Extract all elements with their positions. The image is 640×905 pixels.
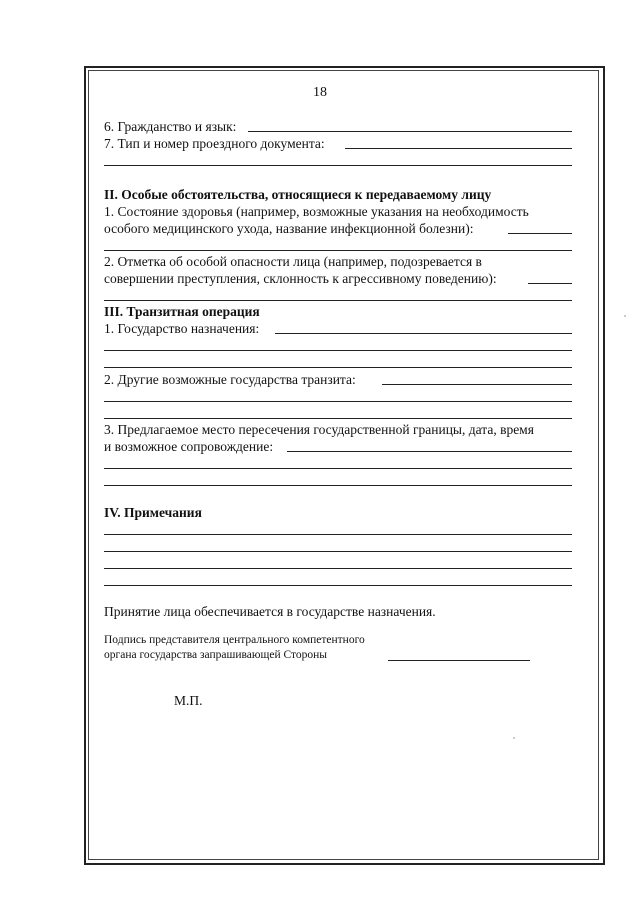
transit-field-extra-1[interactable] <box>104 401 572 402</box>
section-3-title: III. Транзитная операция <box>104 304 260 319</box>
citizenship-field[interactable] <box>248 131 572 132</box>
page-number: 18 <box>313 85 327 100</box>
health-label-line1: 1. Состояние здоровья (например, возможные указания на необходимость <box>104 204 529 219</box>
destination-label: 1. Государство назначения: <box>104 321 260 336</box>
crossing-field-extra-1[interactable] <box>104 468 572 469</box>
notes-line-2[interactable] <box>104 551 572 552</box>
transit-field-extra-2[interactable] <box>104 418 572 419</box>
signature-label-line1: Подпись представителя центрального компетентного <box>104 634 365 646</box>
travel-doc-field-extra[interactable] <box>104 165 572 166</box>
danger-field[interactable] <box>528 283 572 284</box>
signature-field[interactable] <box>388 660 530 661</box>
crossing-label-line1: 3. Предлагаемое место пересечения государственной границы, дата, время <box>104 422 534 437</box>
health-label-line2: особого медицинского ухода, название инфекционной болезни): <box>104 221 474 236</box>
destination-field[interactable] <box>275 333 572 334</box>
signature-label-line2: органа государства запрашивающей Стороны <box>104 649 327 661</box>
danger-label-line1: 2. Отметка об особой опасности лица (например, подозревается в <box>104 254 482 269</box>
section-4-title: IV. Примечания <box>104 505 202 520</box>
citizenship-label: 6. Гражданство и язык: <box>104 119 237 134</box>
notes-line-4[interactable] <box>104 585 572 586</box>
travel-doc-field[interactable] <box>345 148 572 149</box>
destination-field-extra-2[interactable] <box>104 367 572 368</box>
scan-speck <box>624 315 626 317</box>
notes-line-3[interactable] <box>104 568 572 569</box>
acceptance-text: Принятие лица обеспечивается в государстве назначения. <box>104 604 436 619</box>
stamp-place-label: М.П. <box>174 693 203 708</box>
destination-field-extra-1[interactable] <box>104 350 572 351</box>
health-field[interactable] <box>508 233 572 234</box>
health-field-extra[interactable] <box>104 250 572 251</box>
transit-field[interactable] <box>382 384 572 385</box>
danger-label-line2: совершении преступления, склонность к агрессивному поведению): <box>104 271 497 286</box>
transit-label: 2. Другие возможные государства транзита: <box>104 372 356 387</box>
crossing-label-line2: и возможное сопровождение: <box>104 439 274 454</box>
crossing-field-extra-2[interactable] <box>104 485 572 486</box>
travel-doc-label: 7. Тип и номер проездного документа: <box>104 136 325 151</box>
notes-line-1[interactable] <box>104 534 572 535</box>
scan-speck <box>513 737 515 739</box>
danger-field-extra[interactable] <box>104 300 572 301</box>
crossing-field[interactable] <box>287 451 572 452</box>
section-2-title: II. Особые обстоятельства, относящиеся к передаваемому лицу <box>104 187 492 202</box>
